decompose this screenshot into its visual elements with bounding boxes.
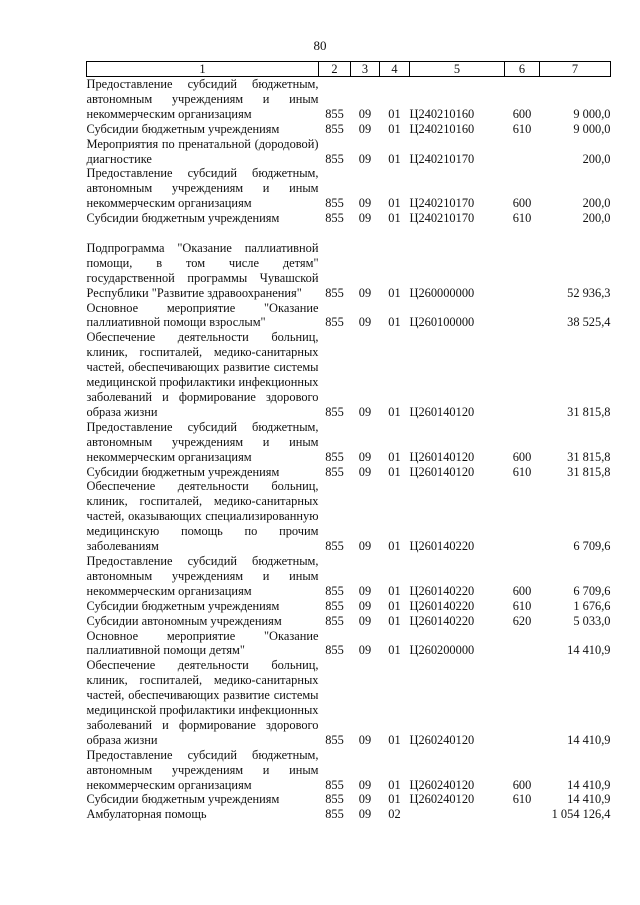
row-name: Обеспечение деятельности больниц, клиник, госпиталей, медико-санитарных частей, оказывающих специализированную медицинскую помощь по прочим заболеваниям — [86, 479, 319, 554]
row-code-expense-type — [505, 629, 540, 659]
row-amount: 14 410,9 — [567, 777, 611, 792]
row-code-target: Ц260140220 — [409, 613, 475, 628]
column-header-7: 7 — [540, 62, 611, 77]
table-row — [87, 554, 611, 599]
row-name: Предоставление субсидий бюджетным, автономным учреждениям и иным некоммерческим организациям — [86, 419, 319, 464]
row-code-target: Ц260140220 — [409, 539, 475, 554]
row-code-target: Ц260140220 — [409, 598, 475, 613]
row-code-ministry: 855 — [325, 807, 344, 822]
table-row — [87, 748, 611, 793]
row-code-target: Ц260000000 — [409, 285, 475, 300]
row-code-expense-type: 610 — [512, 211, 532, 226]
row-amount: 52 936,3 — [567, 285, 611, 300]
column-header-3: 3 — [351, 62, 380, 77]
row-code-expense-type — [505, 137, 540, 167]
table-body — [87, 77, 611, 823]
row-amount: 31 815,8 — [567, 404, 611, 419]
row-code-section: 09 — [358, 732, 372, 747]
row-code-ministry: 855 — [325, 792, 344, 807]
row-code-ministry: 855 — [325, 464, 344, 479]
table-row — [87, 77, 611, 122]
row-code-ministry: 855 — [325, 404, 344, 419]
row-code-expense-type — [505, 807, 540, 822]
row-code-subsection: 01 — [388, 732, 401, 747]
row-code-section: 09 — [358, 583, 372, 598]
row-code-subsection: 01 — [388, 449, 401, 464]
table-row — [87, 465, 611, 480]
table-row — [87, 226, 611, 301]
row-code-subsection: 01 — [388, 151, 401, 166]
row-name: Субсидии бюджетным учреждениям — [86, 598, 280, 613]
row-code-section: 09 — [358, 613, 372, 628]
column-header-5: 5 — [410, 62, 505, 77]
row-code-expense-type — [505, 330, 540, 419]
table-row — [87, 807, 611, 822]
row-code-section: 09 — [358, 196, 372, 211]
row-code-subsection: 01 — [388, 598, 401, 613]
table-row — [87, 211, 611, 226]
row-code-expense-type: 610 — [512, 464, 532, 479]
table-row — [87, 420, 611, 465]
row-name: Обеспечение деятельности больниц, клиник, госпиталей, медико-санитарных частей, обеспечивающих развитие системы медицинской профилактики инфекционных заболеваний и формирование здорового образа жизни — [86, 658, 319, 747]
row-code-target: Ц240210160 — [409, 106, 475, 121]
row-name: Субсидии бюджетным учреждениям — [86, 792, 280, 807]
table-row — [87, 137, 611, 167]
row-amount: 31 815,8 — [567, 449, 611, 464]
table-row — [87, 614, 611, 629]
row-code-ministry: 855 — [325, 106, 344, 121]
row-code-ministry: 855 — [325, 315, 344, 330]
row-name: Подпрограмма "Оказание паллиативной помощи, в том числе детям" государственной программы Чувашской Республики "Развитие здравоохранения" — [86, 240, 319, 300]
row-amount: 6 709,6 — [573, 583, 611, 598]
row-name: Субсидии бюджетным учреждениям — [86, 464, 280, 479]
row-code-ministry: 855 — [325, 151, 344, 166]
row-code-subsection: 01 — [388, 464, 401, 479]
table-row — [87, 330, 611, 419]
row-code-target: Ц240210170 — [409, 196, 475, 211]
row-code-subsection: 01 — [388, 211, 401, 226]
row-amount: 14 410,9 — [567, 732, 611, 747]
row-code-section: 09 — [358, 315, 372, 330]
row-amount: 14 410,9 — [567, 792, 611, 807]
row-name: Основное мероприятие "Оказание паллиативной помощи детям" — [86, 628, 319, 658]
row-code-expense-type — [505, 301, 540, 331]
row-name: Мероприятия по пренатальной (дородовой) диагностике — [86, 136, 319, 166]
row-code-expense-type — [505, 226, 540, 301]
row-code-subsection: 01 — [388, 583, 401, 598]
column-header-6: 6 — [505, 62, 540, 77]
column-header-1: 1 — [87, 62, 319, 77]
table-row — [87, 792, 611, 807]
row-code-target: Ц260140120 — [409, 404, 475, 419]
column-header-2: 2 — [319, 62, 351, 77]
row-code-expense-type: 600 — [512, 106, 532, 121]
row-name: Предоставление субсидий бюджетным, автономным учреждениям и иным некоммерческим организациям — [86, 77, 319, 121]
row-code-ministry: 855 — [325, 777, 344, 792]
row-name: Предоставление субсидий бюджетным, автономным учреждениям и иным некоммерческим организациям — [86, 553, 319, 598]
row-code-section: 09 — [358, 598, 372, 613]
row-name: Основное мероприятие "Оказание паллиативной помощи взрослым" — [86, 300, 319, 330]
row-code-target: Ц260140120 — [409, 449, 475, 464]
row-name: Субсидии бюджетным учреждениям — [86, 211, 280, 226]
budget-table — [86, 61, 611, 822]
row-code-ministry: 855 — [325, 732, 344, 747]
row-code-section: 09 — [358, 285, 372, 300]
row-code-target: Ц260240120 — [409, 792, 475, 807]
row-code-section: 09 — [358, 807, 372, 822]
row-code-ministry: 855 — [325, 613, 344, 628]
row-code-ministry: 855 — [325, 539, 344, 554]
row-code-target: Ц240210160 — [409, 121, 475, 136]
row-code-expense-type: 620 — [512, 613, 532, 628]
row-code-target — [410, 807, 505, 822]
row-code-section: 09 — [358, 777, 372, 792]
row-code-subsection: 01 — [388, 404, 401, 419]
row-amount: 38 525,4 — [567, 315, 611, 330]
column-header-4: 4 — [380, 62, 410, 77]
row-code-expense-type: 610 — [512, 121, 532, 136]
row-name: Обеспечение деятельности больниц, клиник, госпиталей, медико-санитарных частей, обеспечивающих развитие системы медицинской профилактики инфекционных заболеваний и формирование здорового образа жизни — [86, 330, 319, 419]
row-amount: 6 709,6 — [573, 539, 611, 554]
row-amount: 200,0 — [582, 211, 611, 226]
row-code-subsection: 01 — [388, 285, 401, 300]
row-code-ministry: 855 — [325, 196, 344, 211]
row-code-ministry: 855 — [325, 449, 344, 464]
table-row — [87, 599, 611, 614]
row-code-expense-type — [505, 479, 540, 554]
row-code-expense-type: 610 — [512, 598, 532, 613]
row-code-ministry: 855 — [325, 598, 344, 613]
row-amount: 5 033,0 — [573, 613, 611, 628]
table-row — [87, 122, 611, 137]
row-code-expense-type: 610 — [512, 792, 532, 807]
row-amount: 9 000,0 — [573, 121, 611, 136]
table-row — [87, 479, 611, 554]
row-amount: 1 676,6 — [573, 598, 611, 613]
table-row — [87, 629, 611, 659]
row-code-section: 09 — [358, 539, 372, 554]
row-code-section: 09 — [358, 792, 372, 807]
row-code-subsection: 01 — [388, 121, 401, 136]
table-row — [87, 301, 611, 331]
row-code-section: 09 — [358, 211, 372, 226]
row-amount: 200,0 — [582, 151, 611, 166]
row-code-target: Ц260240120 — [409, 777, 475, 792]
row-amount: 200,0 — [582, 196, 611, 211]
row-name: Субсидии бюджетным учреждениям — [86, 121, 280, 136]
row-code-subsection: 01 — [388, 315, 401, 330]
row-code-ministry: 855 — [325, 643, 344, 658]
row-code-section: 09 — [358, 106, 372, 121]
row-code-section: 09 — [358, 464, 372, 479]
row-code-section: 09 — [358, 404, 372, 419]
row-code-expense-type: 600 — [512, 196, 532, 211]
row-code-target: Ц260140120 — [409, 464, 475, 479]
row-code-target: Ц240210170 — [409, 211, 475, 226]
row-code-section: 09 — [358, 151, 372, 166]
row-code-target: Ц260200000 — [409, 643, 475, 658]
row-code-ministry: 855 — [325, 583, 344, 598]
row-code-expense-type: 600 — [512, 777, 532, 792]
row-code-ministry: 855 — [325, 121, 344, 136]
row-code-target: Ц260240120 — [409, 732, 475, 747]
row-name: Амбулаторная помощь — [86, 807, 207, 822]
table-row — [87, 658, 611, 747]
row-code-section: 09 — [358, 449, 372, 464]
page-number: 80 — [313, 38, 327, 53]
row-amount: 1 054 126,4 — [551, 807, 611, 822]
row-code-ministry: 855 — [325, 285, 344, 300]
row-name: Предоставление субсидий бюджетным, автономным учреждениям и иным некоммерческим организациям — [86, 166, 319, 211]
row-code-expense-type — [505, 658, 540, 747]
row-amount: 14 410,9 — [567, 643, 611, 658]
row-code-expense-type: 600 — [512, 583, 532, 598]
row-name: Субсидии автономным учреждениям — [86, 613, 282, 628]
row-code-section: 09 — [358, 643, 372, 658]
row-name: Предоставление субсидий бюджетным, автономным учреждениям и иным некоммерческим организациям — [86, 747, 319, 792]
row-code-expense-type: 600 — [512, 449, 532, 464]
row-code-target: Ц260100000 — [409, 315, 475, 330]
row-code-subsection: 01 — [388, 613, 401, 628]
table-header-row — [87, 62, 611, 77]
table-row — [87, 166, 611, 211]
row-code-subsection: 02 — [388, 807, 401, 822]
row-amount: 31 815,8 — [567, 464, 611, 479]
row-amount: 9 000,0 — [573, 106, 611, 121]
row-code-subsection: 01 — [388, 643, 401, 658]
row-code-ministry: 855 — [325, 211, 344, 226]
row-code-subsection: 01 — [388, 792, 401, 807]
row-code-subsection: 01 — [388, 196, 401, 211]
row-code-section: 09 — [358, 121, 372, 136]
row-code-subsection: 01 — [388, 106, 401, 121]
row-code-target: Ц240210170 — [409, 151, 475, 166]
row-code-subsection: 01 — [388, 777, 401, 792]
row-code-subsection: 01 — [388, 539, 401, 554]
row-code-target: Ц260140220 — [409, 583, 475, 598]
